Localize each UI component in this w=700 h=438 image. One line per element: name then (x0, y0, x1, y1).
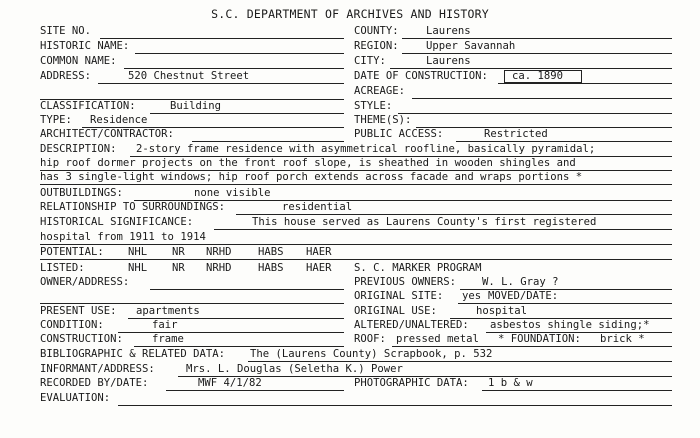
description-rule-3 (40, 184, 672, 185)
owner-line-1 (150, 289, 344, 290)
altered-value: asbestos shingle siding;* (490, 319, 650, 331)
bibliographic-value: The (Laurens County) Scrapbook, p. 532 (250, 348, 493, 360)
photographic-line (482, 390, 672, 391)
public-access-value: Restricted (484, 128, 548, 140)
original-site-line (458, 303, 672, 304)
significance-line-2: hospital from 1911 to 1914 (40, 231, 206, 243)
recorded-label: RECORDED BY/DATE: (40, 377, 149, 389)
type-value: Residence (90, 114, 148, 126)
outbuildings-label: OUTBUILDINGS: (40, 187, 123, 199)
historic-name-line (135, 53, 344, 54)
outbuildings-value: none visible (194, 187, 271, 199)
architect-label: ARCHITECT/CONTRACTOR: (40, 128, 174, 140)
date-of-construction-label: DATE OF CONSTRUCTION: (354, 70, 488, 82)
recorded-line (166, 390, 344, 391)
region-value: Upper Savannah (426, 40, 516, 52)
marker-program-label: S. C. MARKER PROGRAM (354, 262, 482, 274)
potential-line (40, 259, 672, 260)
bibliographic-label: BIBLIOGRAPHIC & RELATED DATA: (40, 348, 225, 360)
condition-label: CONDITION: (40, 319, 104, 331)
roof-label: ROOF: (354, 333, 386, 345)
city-value: Laurens (426, 55, 471, 67)
photographic-value: 1 b & w (488, 377, 533, 389)
potential-haer[interactable]: HAER (306, 246, 332, 258)
original-use-label: ORIGINAL USE: (354, 305, 437, 317)
description-label: DESCRIPTION: (40, 143, 117, 155)
listed-nr[interactable]: NR (172, 262, 185, 274)
common-name-line (124, 68, 344, 69)
style-line (398, 113, 672, 114)
style-label: STYLE: (354, 100, 393, 112)
original-use-value: hospital (476, 305, 528, 317)
foundation-value: brick * (600, 333, 645, 345)
altered-label: ALTERED/UNALTERED: (354, 319, 469, 331)
description-line-2: hip roof dormer projects on the front roof slope, is sheathed in wooden shingles and (40, 157, 576, 169)
site-no-line (100, 38, 344, 39)
photographic-label: PHOTOGRAPHIC DATA: (354, 377, 469, 389)
acreage-line (412, 98, 672, 99)
previous-owners-value: W. L. Gray ? (482, 276, 559, 288)
owner-line-2 (40, 303, 344, 304)
date-of-construction-value: ca. 1890 (512, 70, 564, 82)
potential-nr[interactable]: NR (172, 246, 185, 258)
theme-label: THEME(S): (354, 114, 412, 126)
common-name-label: COMMON NAME: (40, 55, 117, 67)
region-line (402, 53, 672, 54)
potential-nrhd[interactable]: NRHD (206, 246, 232, 258)
type-label: TYPE: (40, 114, 72, 126)
relationship-label: RELATIONSHIP TO SURROUNDINGS: (40, 201, 225, 213)
construction-label: CONSTRUCTION: (40, 333, 123, 345)
acreage-label: ACREAGE: (354, 85, 406, 97)
listed-haer[interactable]: HAER (306, 262, 332, 274)
evaluation-label: EVALUATION: (40, 392, 111, 404)
listed-label: LISTED: (40, 262, 85, 274)
architect-line (192, 141, 344, 142)
date-of-construction-line (498, 83, 672, 84)
condition-value: fair (152, 319, 178, 331)
potential-nhl[interactable]: NHL (128, 246, 148, 258)
roof-line (392, 346, 672, 347)
potential-habs[interactable]: HABS (258, 246, 284, 258)
historical-significance-label: HISTORICAL SIGNIFICANCE: (40, 216, 194, 228)
address-value: 520 Chestnut Street (128, 70, 250, 82)
region-label: REGION: (354, 40, 399, 52)
foundation-label: * FOUNDATION: (498, 333, 581, 345)
construction-line (134, 346, 344, 347)
present-use-value: apartments (136, 305, 200, 317)
county-value: Laurens (426, 25, 471, 37)
description-line-3: has 3 single-light windows; hip roof porch extends across facade and wraps portions * (40, 171, 583, 183)
potential-label: POTENTIAL: (40, 246, 104, 258)
public-access-line (456, 141, 672, 142)
historic-name-label: HISTORIC NAME: (40, 40, 130, 52)
recorded-value: MWF 4/1/82 (198, 377, 262, 389)
listed-nrhd[interactable]: NRHD (206, 262, 232, 274)
roof-value: pressed metal (396, 333, 479, 345)
informant-value: Mrs. L. Douglas (Seletha K.) Power (186, 363, 403, 375)
date-box (504, 70, 582, 83)
description-line-1: 2-story frame residence with asymmetrical roofline, basically pyramidal; (136, 143, 596, 155)
form-title: S.C. DEPARTMENT OF ARCHIVES AND HISTORY (211, 7, 489, 21)
site-no-label: SITE NO. (40, 25, 92, 37)
bibliographic-line (248, 361, 672, 362)
previous-owners-label: PREVIOUS OWNERS: (354, 276, 457, 288)
classification-value: Building (170, 100, 222, 112)
present-use-label: PRESENT USE: (40, 305, 117, 317)
relationship-line (236, 214, 672, 215)
construction-value: frame (152, 333, 184, 345)
original-site-value: yes (462, 290, 482, 302)
significance-line-1: This house served as Laurens County's first registered (252, 216, 597, 228)
public-access-label: PUBLIC ACCESS: (354, 128, 444, 140)
city-line (390, 68, 672, 69)
owner-label: OWNER/ADDRESS: (40, 276, 130, 288)
address-line (98, 83, 344, 84)
county-label: COUNTY: (354, 25, 399, 37)
relationship-value: residential (282, 201, 353, 213)
address-label: ADDRESS: (40, 70, 92, 82)
county-line (402, 38, 672, 39)
city-label: CITY: (354, 55, 386, 67)
classification-line (150, 113, 344, 114)
significance-rule-1 (214, 229, 672, 230)
classification-label: CLASSIFICATION: (40, 100, 136, 112)
moved-date-label: MOVED/DATE: (488, 290, 559, 302)
original-site-label: ORIGINAL SITE: (354, 290, 444, 302)
listed-nhl[interactable]: NHL (128, 262, 148, 274)
significance-rule-2 (40, 244, 672, 245)
informant-label: INFORMANT/ADDRESS: (40, 363, 155, 375)
listed-habs[interactable]: HABS (258, 262, 284, 274)
evaluation-line (118, 405, 672, 406)
